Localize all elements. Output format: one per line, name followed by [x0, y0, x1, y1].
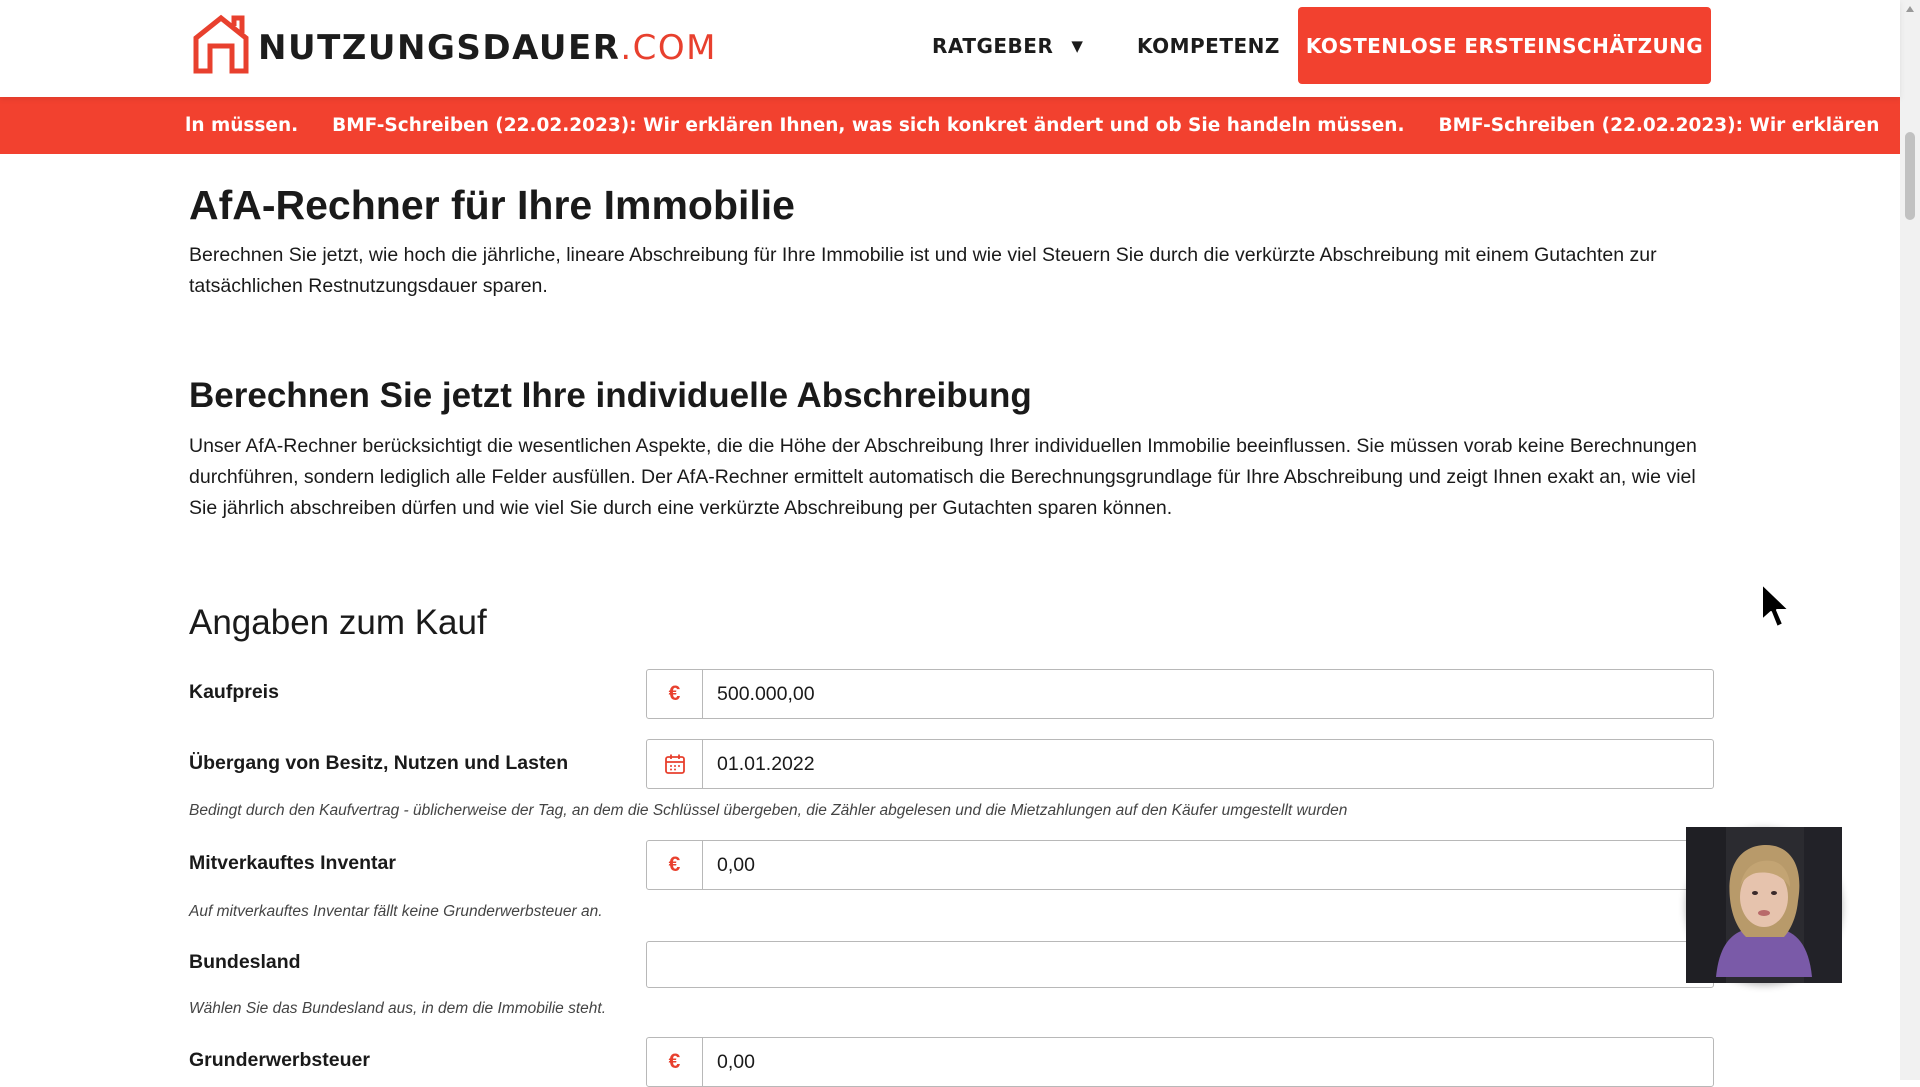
description-text: Unser AfA-Rechner berücksichtigt die wesentlichen Aspekte, die die Höhe der Abschreibung Ihrer individuellen Immobilie beeinflussen. Sie müssen vorab keine Berechnungen durchführen, sondern lediglich alle Felder ausfüllen. Der AfA-Rechner ermittelt automatisch die Berechnungsgrundlage für Ihre Abschreibung und zeigt Ihnen exakt an, wie viel Sie jährlich abschreiben dürfen und wie viel Sie durch eine verkürzte Abschreibung per Gutachten sparen können. [189, 435, 1697, 519]
kaufpreis-input-group [646, 669, 1714, 719]
euro-icon: € [647, 670, 703, 718]
presenter-video[interactable] [1686, 827, 1842, 983]
grunderwerbsteuer-label: Grunderwerbsteuer [189, 1049, 370, 1071]
nav-kompetenz[interactable] [1137, 0, 1280, 92]
ersteinschaetzung-button[interactable]: KOSTENLOSE ERSTEINSCHÄTZUNG [1298, 7, 1711, 84]
page-scrollbar[interactable] [1900, 0, 1920, 1080]
ticker-viewport [185, 97, 1880, 154]
bundesland-hint: Wählen Sie das Bundesland aus, in dem die Immobilie steht. [189, 1000, 607, 1017]
inventar-input-group [646, 840, 1714, 890]
site-logo[interactable] [192, 14, 717, 74]
intro-text: Berechnen Sie jetzt, wie hoch die jährliche, lineare Abschreibung für Ihre Immobilie ist und wie viel Steuern Sie durch die verkürzte Abschreibung mit einem Gutachten zur tatsächlichen Restnutzungsdauer sparen. [189, 244, 1657, 297]
bundesland-label: Bundesland [189, 951, 301, 973]
logo-wordmark [258, 28, 718, 68]
uebergang-input-group [646, 739, 1714, 789]
caret-down-icon: ▼ [1071, 37, 1084, 55]
presenter-image [1686, 827, 1842, 983]
page-title: AfA-Rechner für Ihre Immobilie [189, 182, 795, 228]
form-section-title: Angaben zum Kauf [189, 603, 487, 642]
euro-icon: € [647, 841, 703, 889]
uebergang-label: Übergang von Besitz, Nutzen und Lasten [189, 752, 569, 774]
house-icon [192, 14, 250, 74]
nav-ratgeber[interactable] [932, 0, 1083, 92]
calendar-icon[interactable] [647, 740, 703, 788]
ticker-item[interactable]: ln müssen. [185, 115, 299, 136]
inventar-label: Mitverkauftes Inventar [189, 852, 396, 874]
ticker-item[interactable]: BMF-Schreiben (22.02.2023): Wir erklären Ihnen, was sich konkret ändert und ob Sie handeln müssen. [332, 115, 1405, 136]
nav-kompetenz-label[interactable]: KOMPETENZ [1137, 34, 1280, 58]
uebergang-date-input[interactable] [703, 740, 1713, 788]
kaufpreis-label: Kaufpreis [189, 681, 279, 703]
nav-ratgeber-label: RATGEBER [932, 34, 1054, 58]
site-header [0, 0, 1900, 97]
grunderwerbsteuer-input[interactable] [703, 1038, 1713, 1086]
kaufpreis-input[interactable] [703, 670, 1713, 718]
news-ticker[interactable] [0, 97, 1900, 154]
inventar-hint: Auf mitverkauftes Inventar fällt keine Grunderwerbsteuer an. [189, 903, 603, 920]
uebergang-hint: Bedingt durch den Kaufvertrag - üblicherweise der Tag, an dem die Schlüssel übergeben, die Zähler abgelesen und die Mietzahlungen auf den Käufer umgestellt wurden [189, 802, 1348, 819]
inventar-input[interactable] [703, 841, 1713, 889]
nav-ratgeber-link[interactable] [932, 34, 1083, 58]
scroll-up-arrow-icon[interactable] [1906, 6, 1914, 12]
section-heading: Berechnen Sie jetzt Ihre individuelle Abschreibung [189, 376, 1032, 415]
mouse-cursor-icon [1760, 582, 1792, 630]
bundesland-select[interactable] [646, 941, 1714, 988]
ticker-track [185, 97, 1913, 154]
logo-main: NUTZUNGSDAUER [258, 28, 621, 68]
grunderwerbsteuer-input-group [646, 1037, 1714, 1087]
ticker-item[interactable]: BMF-Schreiben (22.02.2023): Wir erklären [1438, 115, 1880, 136]
euro-icon: € [647, 1038, 703, 1086]
logo-tld: .COM [620, 28, 718, 68]
